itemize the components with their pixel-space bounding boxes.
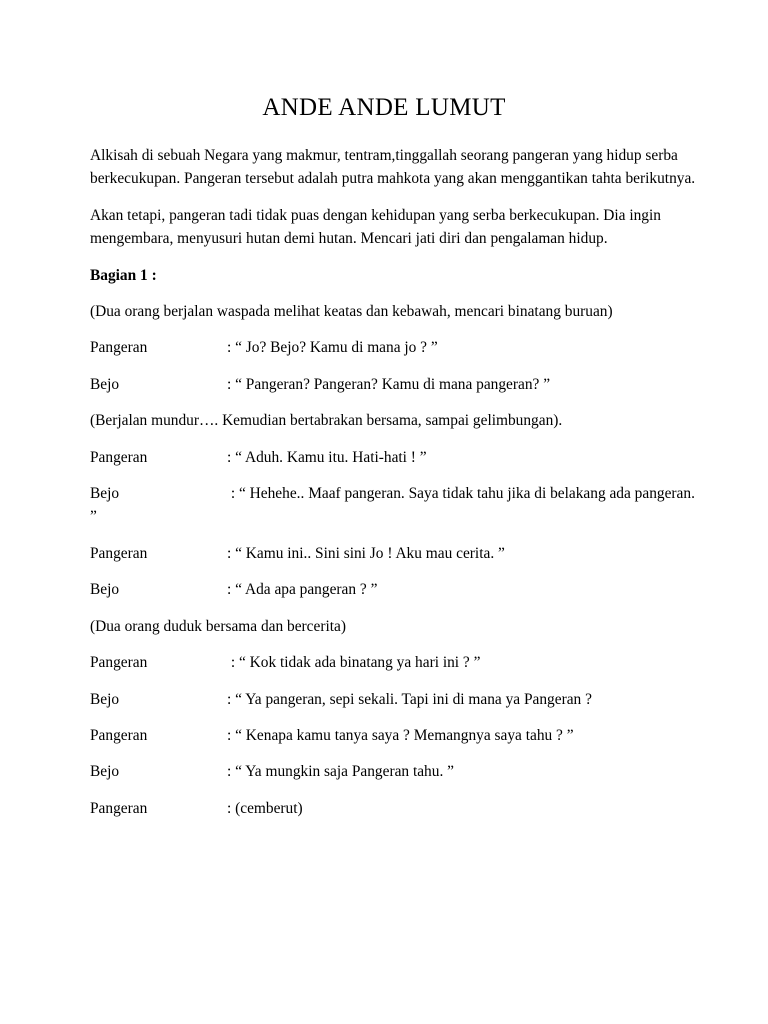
dialogue-line xyxy=(90,724,700,747)
dialogue-line xyxy=(90,797,700,820)
speaker-name: Bejo xyxy=(90,485,120,503)
intro-paragraph: Alkisah di sebuah Negara yang makmur, tentram,tinggallah seorang pangeran yang hidup serba berkecukupan. Pangeran tersebut adalah putra mahkota yang akan menggantikan tahta berikutnya. xyxy=(90,147,696,188)
speech-text: : “ Ada apa pangeran ? ” xyxy=(227,581,378,599)
speaker-name: Bejo xyxy=(90,581,120,599)
document-title: ANDE ANDE LUMUT xyxy=(262,94,506,121)
section-heading: Bagian 1 : xyxy=(90,266,157,284)
intro-paragraph: Akan tetapi, pangeran tadi tidak puas dengan kehidupan yang serba berkecukupan. Dia ingin mengembara, menyusuri hutan demi hutan. Mencari jati diri dan pengalaman hidup. xyxy=(90,206,661,248)
stage-direction: (Dua orang berjalan waspada melihat keatas dan kebawah, mencari binatang buruan) xyxy=(90,303,613,321)
document-body xyxy=(90,144,700,833)
speaker-name: Bejo xyxy=(90,375,120,393)
speaker-name: Pangeran xyxy=(90,339,148,357)
speaker-name: Pangeran xyxy=(90,654,148,672)
speech-text: : “ Ya pangeran, sepi sekali. Tapi ini di mana ya Pangeran ? xyxy=(227,690,592,708)
dialogue-line xyxy=(90,760,700,783)
speech-text: : “ Kenapa kamu tanya saya ? Memangnya saya tahu ? ” xyxy=(227,726,574,744)
stage-direction: (Berjalan mundur…. Kemudian bertabrakan bersama, sampai gelimbungan). xyxy=(90,412,563,430)
dialogue-line xyxy=(90,373,700,396)
speaker-name: Bejo xyxy=(90,763,120,781)
speech-text: : (cemberut) xyxy=(227,799,303,817)
dialogue-line xyxy=(90,336,700,359)
speaker-name: Pangeran xyxy=(90,726,148,744)
dialogue-line xyxy=(90,651,700,674)
stage-direction: (Dua orang duduk bersama dan bercerita) xyxy=(90,617,346,635)
dialogue-line xyxy=(90,482,700,529)
speech-text: : “ Jo? Bejo? Kamu di mana jo ? ” xyxy=(227,339,438,357)
speech-text: : “ Ya mungkin saja Pangeran tahu. ” xyxy=(227,763,454,781)
speaker-name: Pangeran xyxy=(90,799,148,817)
speaker-name: Pangeran xyxy=(90,544,148,562)
dialogue-line xyxy=(90,688,700,711)
speech-text: : “ Hehehe.. Maaf pangeran. Saya tidak tahu jika di belakang ada pangeran. ” xyxy=(90,485,695,526)
speaker-name: Bejo xyxy=(90,690,120,708)
speech-text: : “ Kok tidak ada binatang ya hari ini ? ” xyxy=(227,654,481,672)
speech-text: : “ Pangeran? Pangeran? Kamu di mana pangeran? ” xyxy=(227,375,551,393)
speech-text: : “ Aduh. Kamu itu. Hati-hati ! ” xyxy=(227,448,427,466)
dialogue-line xyxy=(90,446,700,469)
speech-text: : “ Kamu ini.. Sini sini Jo ! Aku mau cerita. ” xyxy=(227,544,505,562)
speaker-name: Pangeran xyxy=(90,448,148,466)
dialogue-line xyxy=(90,578,700,601)
dialogue-line xyxy=(90,542,700,565)
